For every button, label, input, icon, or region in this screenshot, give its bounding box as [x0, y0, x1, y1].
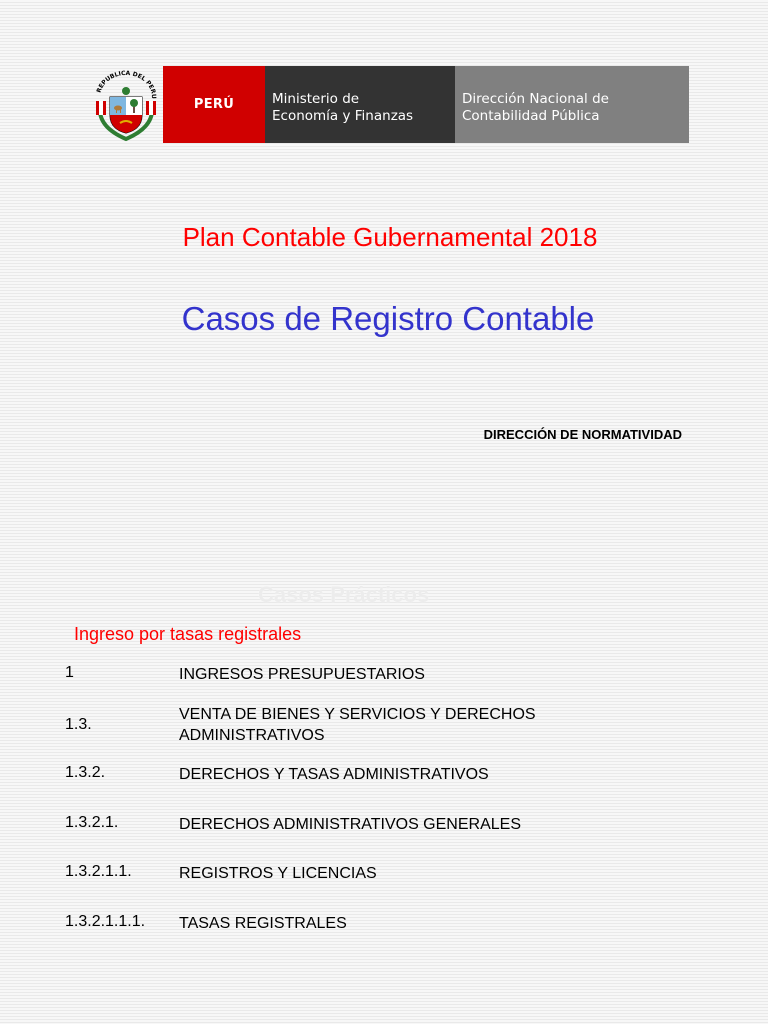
dncp-line-2: Contabilidad Pública — [462, 108, 600, 124]
svg-text:REPUBLICA DEL PERU: REPUBLICA DEL PERU — [95, 69, 157, 99]
peru-label: PERÚ — [193, 97, 235, 112]
row-description: TASAS REGISTRALES — [179, 915, 347, 932]
document-subtitle: Casos de Registro Contable — [181, 300, 595, 337]
row-description: REGISTROS Y LICENCIAS — [179, 865, 377, 882]
section-heading: Ingreso por tasas registrales — [74, 624, 302, 644]
mef-line-1: Ministerio de — [272, 91, 360, 107]
row-code: 1.3.2.1.1. — [65, 863, 132, 880]
header-banner — [88, 66, 689, 143]
row-description: VENTA DE BIENES Y SERVICIOS Y DERECHOS ADMINISTRATIVOS — [179, 706, 536, 744]
row-code: 1.3.2.1. — [65, 814, 119, 831]
row-description: INGRESOS PRESUPUESTARIOS — [179, 666, 425, 683]
casos-practicos-watermark: Casos Prácticos — [258, 582, 430, 607]
peru-band — [163, 66, 265, 143]
row-code: 1 — [65, 664, 74, 681]
mef-line-2: Economía y Finanzas — [272, 108, 414, 124]
row-code: 1.3.2. — [65, 764, 106, 781]
dncp-line-1: Dirección Nacional de — [462, 91, 609, 107]
row-code: 1.3.2.1.1.1. — [65, 913, 146, 930]
row-code: 1.3. — [65, 716, 92, 733]
dncp-band — [455, 66, 689, 143]
mef-band — [265, 66, 455, 143]
direccion-label: DIRECCIÓN DE NORMATIVIDAD — [483, 427, 682, 442]
coat-of-arms-logo — [88, 66, 163, 143]
document-title: Plan Contable Gubernamental 2018 — [182, 222, 598, 252]
row-description: DERECHOS Y TASAS ADMINISTRATIVOS — [179, 766, 489, 783]
row-description: DERECHOS ADMINISTRATIVOS GENERALES — [179, 816, 521, 833]
